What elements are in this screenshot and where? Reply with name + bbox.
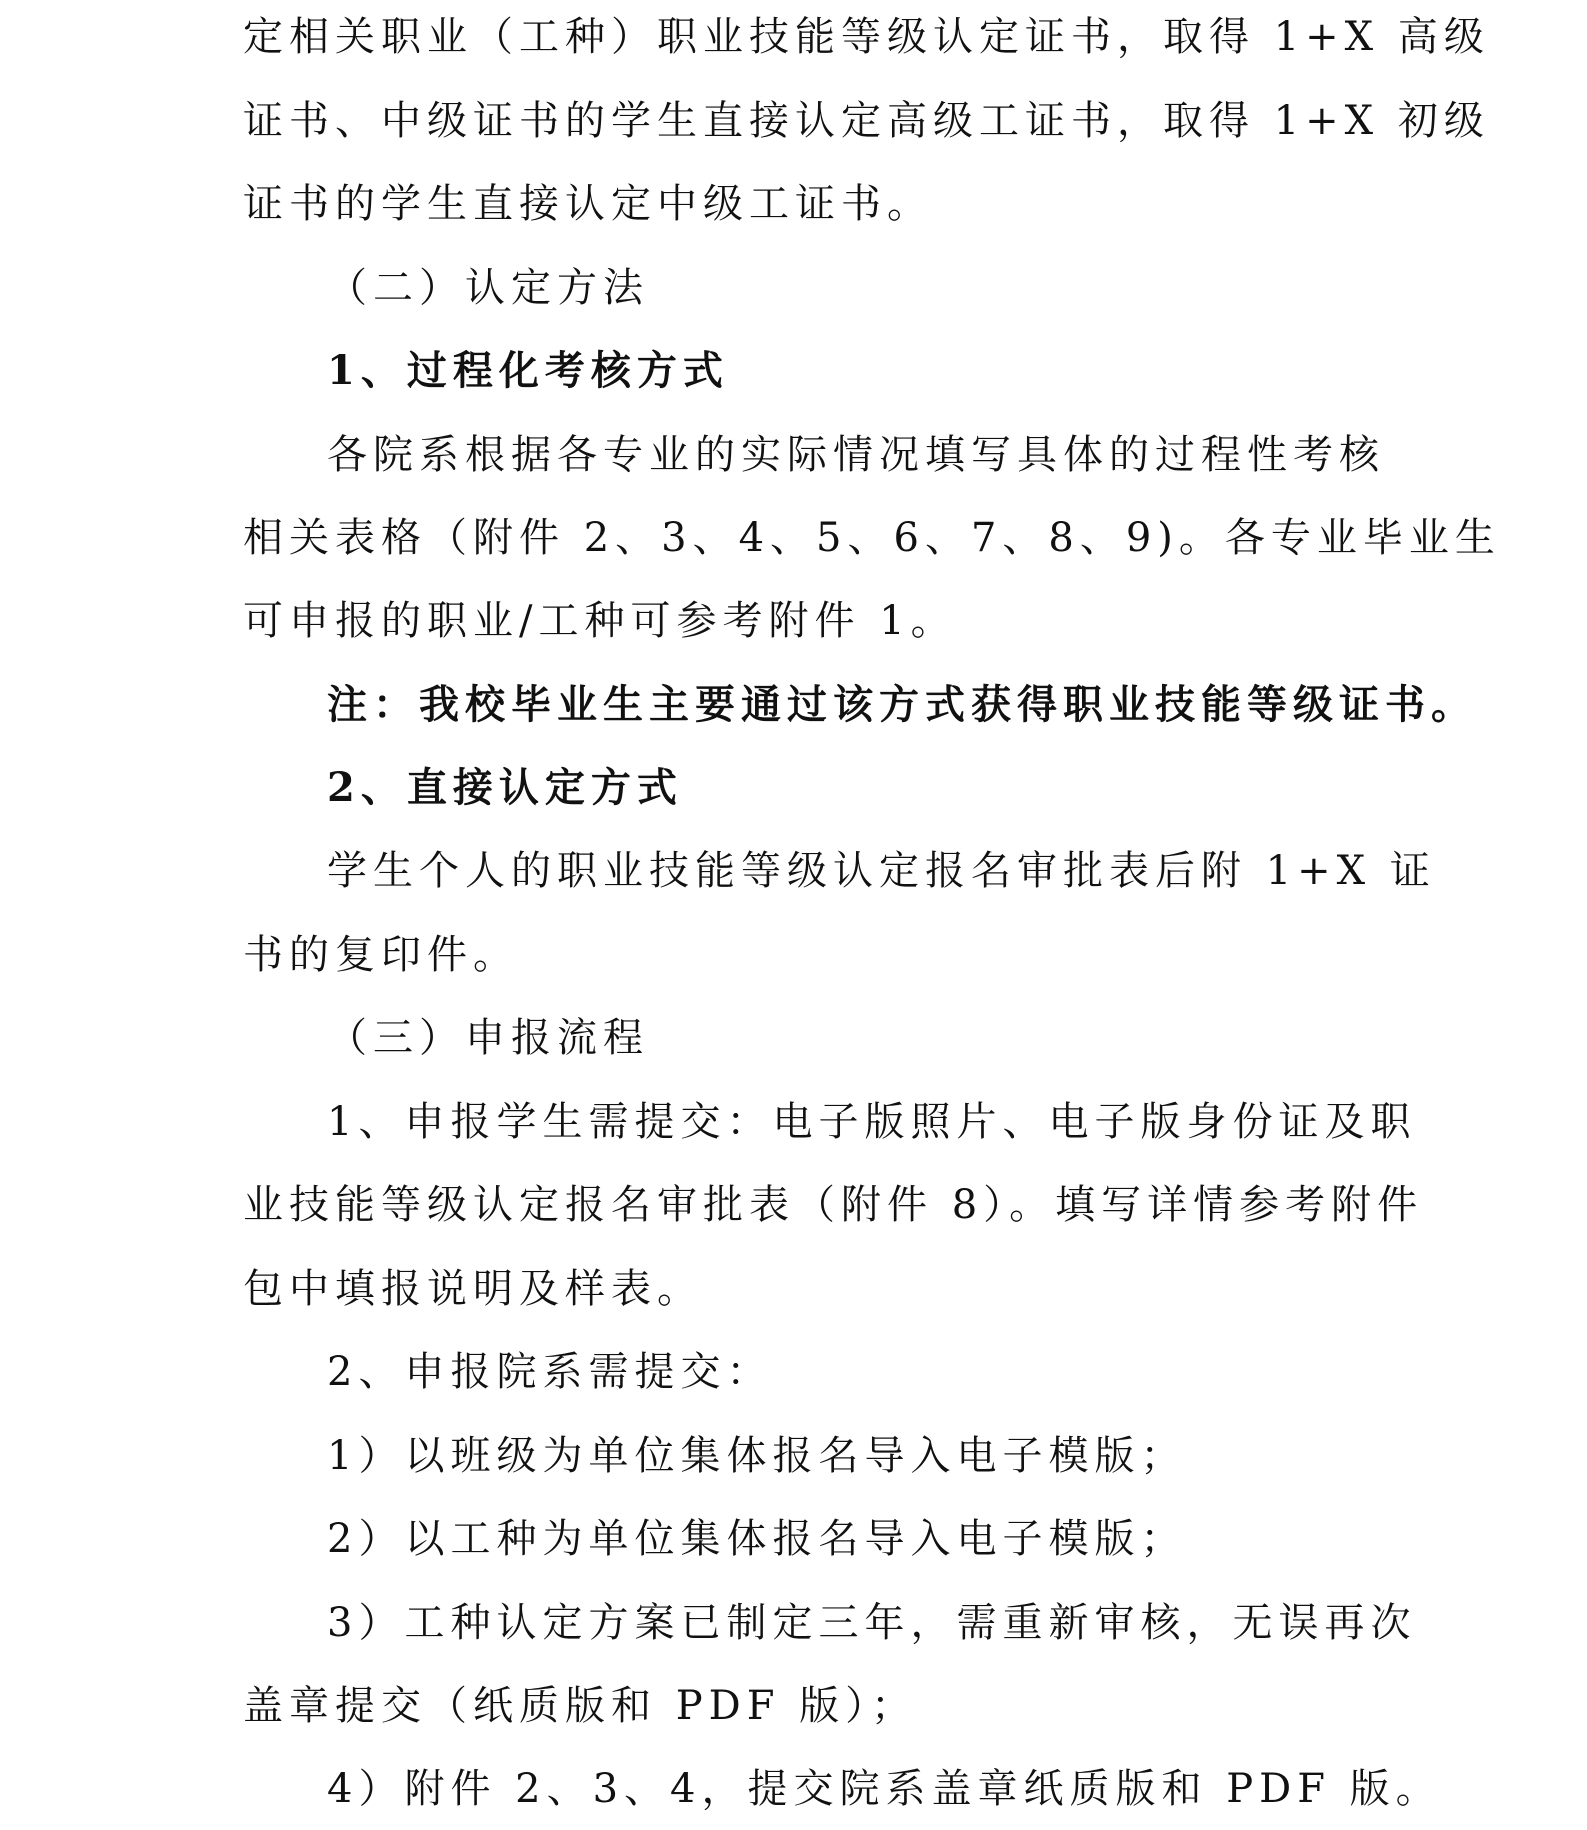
subsection-heading: 2、直接认定方式 (327, 764, 683, 811)
paragraph-line: 业技能等级认定报名审批表（附件 8）。填写详情参考附件 (243, 1182, 1424, 1228)
paragraph-line: 书的复印件。 (243, 932, 519, 978)
paragraph-line: 盖章提交（纸质版和 PDF 版）； (243, 1683, 918, 1729)
paragraph-line: 相关表格（附件 2、3、4、5、6、7、8、9)。各专业毕业生 (243, 515, 1501, 561)
paragraph-line: 可申报的职业/工种可参考附件 1。 (243, 598, 957, 644)
list-item: 3）工种认定方案已制定三年，需重新审核，无误再次 (327, 1600, 1417, 1646)
list-item: 2）以工种为单位集体报名导入电子模版； (327, 1516, 1187, 1562)
paragraph-line: 1、申报学生需提交：电子版照片、电子版身份证及职 (327, 1099, 1417, 1145)
section-heading: （二）认定方法 (327, 265, 649, 311)
paragraph-line: 2、申报院系需提交： (327, 1349, 773, 1395)
paragraph-line: 包中填报说明及样表。 (243, 1266, 703, 1312)
subsection-heading: 1、过程化考核方式 (327, 347, 729, 394)
list-item: 4）附件 2、3、4，提交院系盖章纸质版和 PDF 版。 (327, 1766, 1442, 1812)
note-line: 注：我校毕业生主要通过该方式获得职业技能等级证书。 (327, 681, 1477, 728)
list-item: 1）以班级为单位集体报名导入电子模版； (327, 1433, 1187, 1479)
paragraph-line: 学生个人的职业技能等级认定报名审批表后附 1+X 证 (327, 848, 1436, 894)
paragraph-line: 证书、中级证书的学生直接认定高级工证书，取得 1+X 初级 (243, 98, 1490, 144)
paragraph-line: 证书的学生直接认定中级工证书。 (243, 181, 933, 227)
paragraph-line: 定相关职业（工种）职业技能等级认定证书，取得 1+X 高级 (243, 14, 1490, 60)
paragraph-line: 各院系根据各专业的实际情况填写具体的过程性考核 (327, 432, 1385, 478)
section-heading: （三）申报流程 (327, 1015, 649, 1061)
